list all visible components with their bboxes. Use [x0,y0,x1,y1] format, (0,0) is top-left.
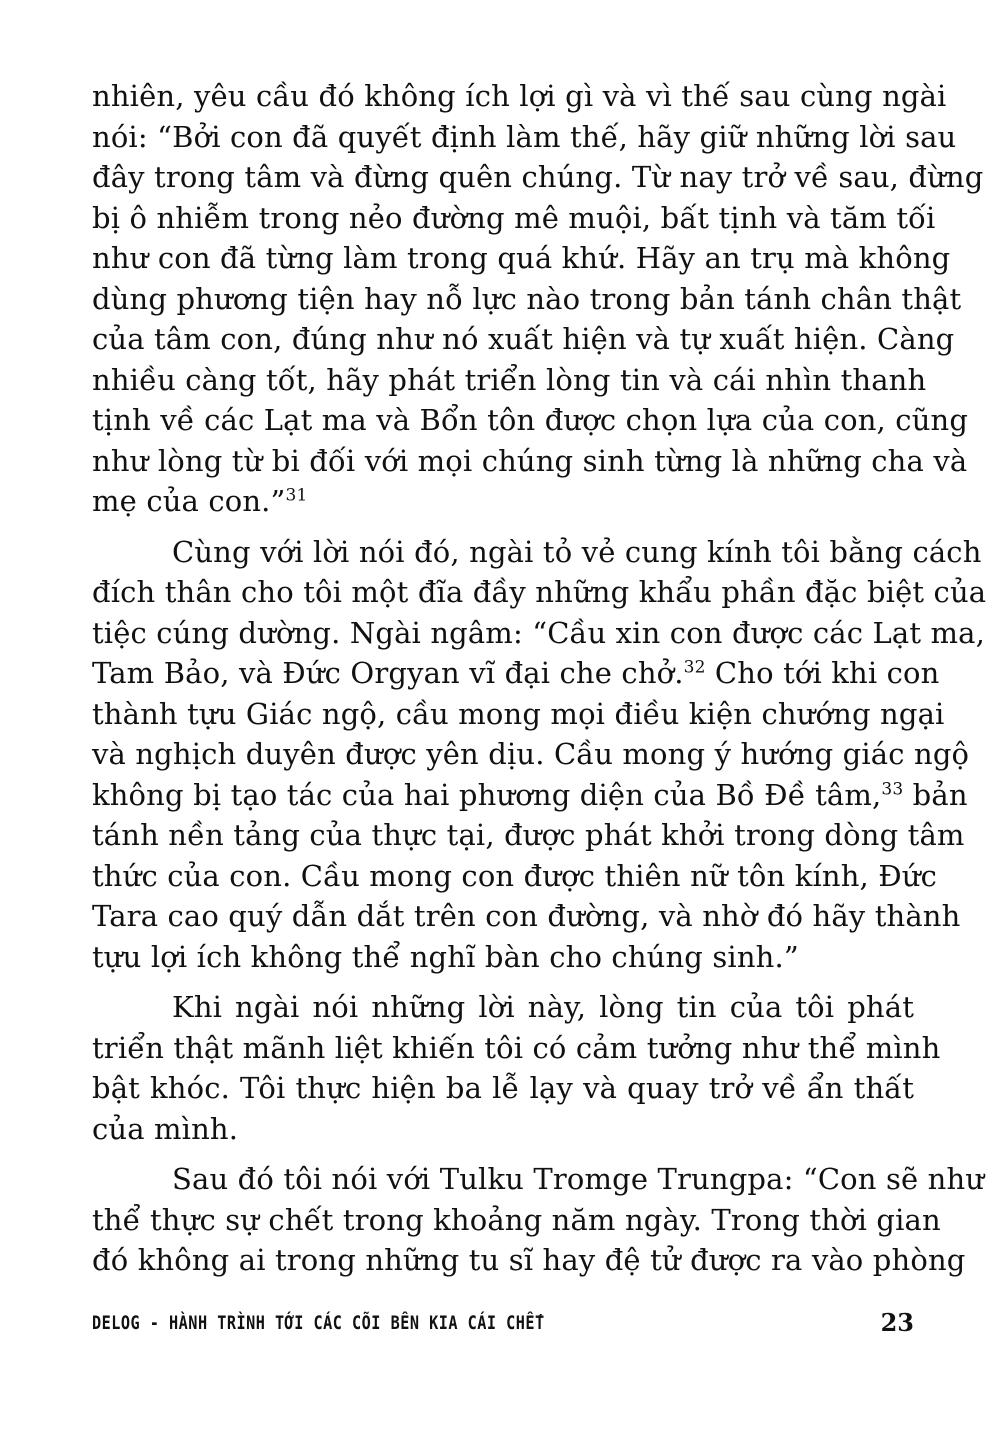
text-line: của mình. [92,1111,239,1146]
page-footer [92,1308,914,1338]
text-line: thức của con. Cầu mong con được thiên nữ tôn kính, Đức [92,858,938,893]
text-continuation: Cho tới khi con [705,656,940,690]
text-line: tựu lợi ích không thể nghĩ bàn cho chúng sinh.” [92,939,799,974]
text-line: Khi ngài nói những lời này, lòng tin của tôi phát [172,990,914,1024]
paragraph [92,1159,985,1281]
footnote-marker: 32 [683,657,706,678]
text-line: mẹ của con.”$^{31}$ [92,484,308,518]
text-line: nhiên, yêu cầu đó không ích lợi gì và vì thế sau cùng ngài [92,79,947,113]
text-line: bị ô nhiễm trong nẻo đường mê muội, bất tịnh và tăm tối [92,200,936,235]
text-line: nói: “Bởi con đã quyết định làm thế, hãy giữ những lời sau [92,119,957,154]
text-line: tịnh về các Lạt ma và Bổn tôn được chọn lựa của con, cũng [92,403,969,437]
paragraph [92,987,941,1149]
text-line: đây trong tâm và đừng quên chúng. Từ nay trở về sau, đừng [92,160,984,194]
running-footer-title: DELOG - HÀNH TRÌNH TỚI CÁC CÕI BÊN KIA CÁI CHẾT [92,1312,545,1334]
text-line: thể thực sự chết trong khoảng năm ngày. Trong thời gian [92,1202,941,1237]
text-line: Cùng với lời nói đó, ngài tỏ vẻ cung kính tôi bằng cách [172,534,982,569]
footnote-marker: 33 [881,778,904,799]
text-line: tiệc cúng dường. Ngài ngâm: “Cầu xin con được các Lạt ma, [92,615,985,650]
text-line: như lòng từ bi đối với mọi chúng sinh từng là những cha và [92,443,968,478]
text-line: triển thật mãnh liệt khiến tôi có cảm tưởng như thể mình [92,1030,941,1065]
paragraph [92,76,984,522]
text-line: như con đã từng làm trong quá khứ. Hãy an trụ mà không [92,241,951,275]
text-line: và nghịch duyên được yên dịu. Cầu mong ý hướng giác ngộ [92,737,970,771]
text-line: Tara cao quý dẫn dắt trên con đường, và nhờ đó hãy thành [92,899,961,933]
text-line: thành tựu Giác ngộ, cầu mong mọi điều kiện chướng ngại [92,696,945,731]
text-line: không bị tạo tác của hai phương diện của Bồ Đề tâm,$^{33}$ bản [92,777,968,812]
page-number: 23 [880,1308,914,1337]
text-line: tánh nền tảng của thực tại, được phát khởi trong dòng tâm [92,818,965,852]
text-continuation: bản [903,777,968,812]
paragraph [92,532,987,978]
text-line: đích thân cho tôi một đĩa đầy những khẩu phần đặc biệt của [92,575,987,609]
text-line: Sau đó tôi nói với Tulku Tromge Trungpa: “Con sẽ như [172,1162,985,1196]
body-text [92,76,987,1281]
footnote-marker: 31 [285,485,308,506]
text-line: dùng phương tiện hay nỗ lực nào trong bản tánh chân thật [92,281,962,316]
text-line: của tâm con, đúng như nó xuất hiện và tự xuất hiện. Càng [92,322,955,356]
text-line: đó không ai trong những tu sĩ hay đệ tử được ra vào phòng [92,1243,966,1277]
text-line: Tam Bảo, và Đức Orgyan vĩ đại che chở.$^{32}$ Cho tới khi con [92,656,940,690]
text-line: nhiều càng tốt, hãy phát triển lòng tin và cái nhìn thanh [92,362,927,397]
text-line: bật khóc. Tôi thực hiện ba lễ lạy và quay trở về ẩn thất [92,1071,914,1105]
